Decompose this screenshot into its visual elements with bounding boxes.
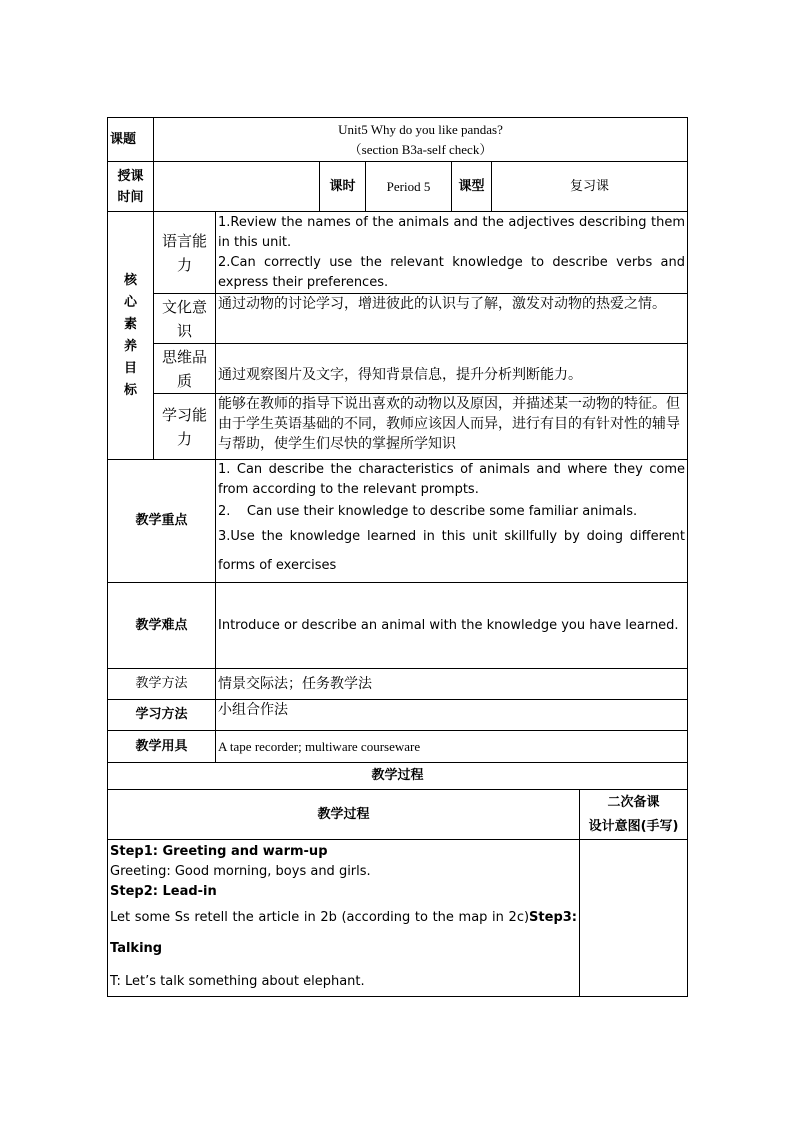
core-row-language xyxy=(108,212,688,294)
step3-text: T: Let’s talk something about elephant. xyxy=(110,974,365,989)
type-label: 课型 xyxy=(452,162,492,212)
thinking-quality-label xyxy=(154,344,216,394)
thinking-quality-content: 通过观察图片及文字，得知背景信息，提升分析判断能力。 xyxy=(216,344,688,394)
step2-step3-block xyxy=(110,902,577,964)
teaching-aids-label: 教学用具 xyxy=(108,731,216,763)
core-char-1: 核 xyxy=(123,272,137,288)
process-left-header: 教学过程 xyxy=(108,790,580,840)
type-value: 复习课 xyxy=(492,162,688,212)
second-prep-label: 二次备课 xyxy=(607,794,660,810)
topic-title xyxy=(154,118,688,162)
core-literacy-label xyxy=(108,212,154,460)
thinking-quality-label-text: 思维品质 xyxy=(161,347,207,390)
core-row-thinking xyxy=(108,344,688,394)
teaching-aids-row xyxy=(108,731,688,763)
difficulties-label: 教学难点 xyxy=(108,583,216,669)
step2-title: Step2: Lead-in xyxy=(110,884,217,899)
core-char-4: 养 xyxy=(123,338,137,354)
language-ability-content xyxy=(216,212,688,294)
core-char-5: 目 xyxy=(123,360,137,376)
language-ability-line2: 2.Can correctly use the relevant knowledge to describe verbs and express their preferences. xyxy=(218,254,686,290)
learning-method-value: 小组合作法 xyxy=(216,700,688,731)
time-label-text: 授课时间 xyxy=(117,168,144,205)
key-points-label: 教学重点 xyxy=(108,460,216,583)
process-columns-row xyxy=(108,790,688,840)
teaching-method-label: 教学方法 xyxy=(108,669,216,700)
process-content-row xyxy=(108,840,688,997)
teaching-method-value: 情景交际法；任务教学法 xyxy=(216,669,688,700)
time-value xyxy=(154,162,320,212)
period-value: Period 5 xyxy=(366,162,452,212)
topic-row xyxy=(108,118,688,162)
learning-method-row xyxy=(108,700,688,731)
teaching-method-row xyxy=(108,669,688,700)
core-literacy-vertical xyxy=(110,270,151,402)
lesson-plan-table xyxy=(107,117,688,997)
process-content xyxy=(108,840,580,997)
process-right-header xyxy=(580,790,688,840)
culture-awareness-content: 通过动物的讨论学习，增进彼此的认识与了解，激发对动物的热爱之情。 xyxy=(216,294,688,344)
process-header-row xyxy=(108,763,688,790)
process-notes-cell xyxy=(580,840,688,997)
core-row-culture xyxy=(108,294,688,344)
key-points-row xyxy=(108,460,688,583)
learning-ability-content: 能够在教师的指导下说出喜欢的动物以及原因，并描述某一动物的特征。但由于学生英语基础的不同，教师应该因人而异，进行有目的有针对性的辅导与帮助，使学生们尽快的掌握所学知识 xyxy=(216,394,688,460)
core-char-2: 心 xyxy=(123,294,137,310)
difficulties-row xyxy=(108,583,688,669)
learning-method-label: 学习方法 xyxy=(108,700,216,731)
step1-text: Greeting: Good morning, boys and girls. xyxy=(110,864,371,879)
language-ability-label-text: 语言能力 xyxy=(161,231,207,274)
topic-title-line2: （section B3a-self check） xyxy=(348,141,493,157)
topic-label: 课题 xyxy=(108,118,154,162)
step1-title: Step1: Greeting and warm-up xyxy=(110,844,328,859)
culture-awareness-label-text: 文化意识 xyxy=(161,297,207,340)
core-row-learning xyxy=(108,394,688,460)
culture-awareness-label xyxy=(154,294,216,344)
schedule-row xyxy=(108,162,688,212)
step2-text: Let some Ss retell the article in 2b (according to the map in 2c) xyxy=(110,910,530,925)
key-point-2: 2. Can use their knowledge to describe some familiar animals. xyxy=(218,504,638,519)
topic-title-line1: Unit5 Why do you like pandas? xyxy=(338,121,503,137)
process-header: 教学过程 xyxy=(108,763,688,790)
key-points-content xyxy=(216,460,688,583)
key-point-3: 3.Use the knowledge learned in this unit skillfully by doing different forms of exercises xyxy=(218,529,686,573)
language-ability-line1: 1.Review the names of the animals and the adjectives describing them in this unit. xyxy=(218,214,686,250)
step3-title: Step3: Talking xyxy=(110,910,577,956)
teaching-aids-value: A tape recorder; multiware courseware xyxy=(216,731,688,763)
key-point-1: 1. Can describe the characteristics of animals and where they come from according to the relevant prompts. xyxy=(218,462,686,497)
language-ability-label xyxy=(154,212,216,294)
learning-ability-label-text: 学习能力 xyxy=(161,405,207,448)
core-char-6: 标 xyxy=(123,382,137,398)
core-char-3: 素 xyxy=(123,316,137,332)
period-label: 课时 xyxy=(320,162,366,212)
difficulties-content: Introduce or describe an animal with the knowledge you have learned. xyxy=(216,583,688,669)
time-label xyxy=(108,162,154,212)
learning-ability-label xyxy=(154,394,216,460)
design-intent-label: 设计意图(手写) xyxy=(588,818,679,834)
